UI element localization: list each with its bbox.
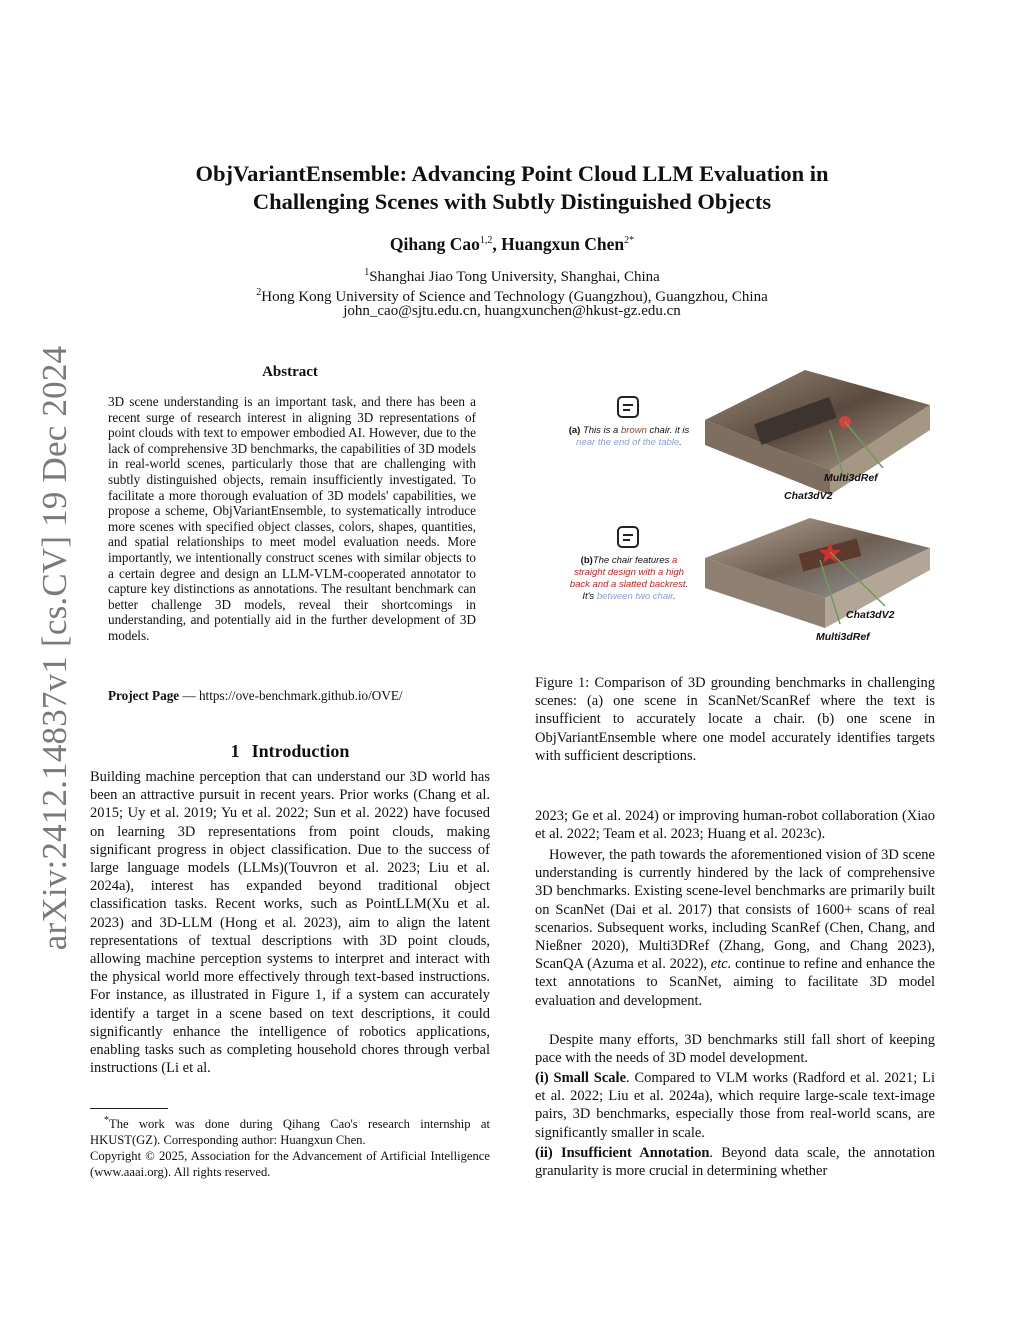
document-icon-a: [617, 396, 639, 418]
abstract-heading: Abstract: [262, 364, 318, 380]
insufficient-annotation-label: (ii) Insufficient Annotation: [535, 1145, 710, 1161]
figure-1a-text: This is a: [580, 425, 621, 436]
footnote-mark: *: [104, 1115, 109, 1126]
project-page-label: Project Page: [108, 688, 180, 703]
project-page-sep: —: [179, 688, 199, 703]
abstract-text: 3D scene understanding is an important task, and there has been a recent surge of research interest in aligning 3D representations of point clouds with text to empower embodied AI. However, due to the lack of comprehensive 3D benchmarks, the capabilities of 3D models in real-world scenes, particularly those that are challenging with subtly distinguished objects, remain insufficiently investigated. To facilitate a more thorough evaluation of 3D models' capabilities, we propose a scheme, ObjVariantEnsemble, to systematically introduce more scenes with specified object classes, colors, shapes, quantities, and spatial relationships to meet model evaluation needs. More importantly, we intentionally construct scenes with similar objects to a certain degree and design an LLM-VLM-cooperated annotator to capture key distinctions as annotations. The resultant benchmark can better challenge 3D models, reveal their shortcomings in understanding, and potentially aid in the further development of 3D models.: [108, 394, 476, 643]
affiliation-2-mark: 2: [256, 287, 262, 298]
figure-1b-tag: (b): [580, 555, 593, 566]
scene-a-point-cloud: [685, 360, 935, 500]
figure-1a-tag: (a): [568, 425, 581, 436]
paragraph-1-text: However, the path towards the aforementioned vision of 3D scene understanding is currently hindered by the lack of comprehensive 3D benchmarks. Existing scene-level benchmarks are primarily built on ScanNet (Dai et al. 2017) that consists of 1600+ scans of real scenarios. Subsequent works, including ScanRef (Chen, Chang, and Nießner 2020), Multi3DRef (Zhang, Gong, and Chang 2023), ScanQA (Azuma et al. 2022),: [535, 847, 935, 973]
figure-1b-text: . It's: [582, 579, 689, 602]
title-line-2: Challenging Scenes with Subtly Distinguished Objects: [252, 189, 772, 214]
figure-1b-shape-description: a straight design with a high back and a slatted backrest: [569, 555, 686, 590]
scene-b-point-cloud: [700, 508, 935, 633]
author-2-affil: 2*: [624, 235, 635, 247]
footnote: [90, 1113, 490, 1180]
document-icon-b: [617, 526, 639, 548]
paper-title: [130, 160, 894, 216]
footnote-1: [90, 1113, 490, 1149]
intro-paragraph-1: Building machine perception that can understand our 3D world has been an attractive pursuit in recent years. Prior works (Chang et al. 2015; Uy et al. 2019; Yu et al. 2022; Sun et al. 2022) have focused on learning 3D representations from point clouds, making significant progress in object classification. Due to the success of large language models (LLMs)(Touvron et al. 2023; Liu et al. 2024a), interest has expanded beyond traditional object classification tasks. Recent works, such as PointLLM(Xu et al. 2023) and 3D-LLM (Hong et al. 2023), aim to align the latent representations of textual descriptions with 3D point clouds, allowing machine perception systems to interpret and interact with the physical world more effectively through text-based instructions. For instance, as illustrated in Figure 1, if a system can accurately identify a target in a scene based on text descriptions, it could significantly enhance the intelligence of robotics applications, enabling tasks such as completing household chores through verbal instructions (Li et al.: [90, 769, 490, 1077]
project-page-line: [108, 688, 476, 704]
section-number: 1: [230, 741, 240, 761]
figure-1: [535, 360, 935, 660]
scene-a-model-label-1: Multi3dRef: [824, 472, 878, 484]
affiliation-1-mark: 1: [364, 267, 370, 278]
right-col-paragraph-4: [535, 1144, 935, 1180]
arxiv-side-stamp: arXiv:2412.14837v1 [cs.CV] 19 Dec 2024: [35, 345, 74, 951]
figure-1b-description: [565, 555, 693, 603]
small-scale-text: . Compared to VLM works (Radford et al. 2021; Li et al. 2022; Liu et al. 2024a), which require large-scale text-image pairs, 3D benchmarks, especially those from real-world scans, are significantly smaller in scale.: [535, 1070, 935, 1141]
section-title: Introduction: [251, 741, 350, 761]
author-1: Qihang Cao: [389, 234, 480, 254]
copyright-notice: Copyright © 2025, Association for the Advancement of Artificial Intelligence (www.aaai.org). All rights reserved.: [90, 1148, 490, 1179]
author-emails[interactable]: john_cao@sjtu.edu.cn, huangxunchen@hkust-gz.edu.cn: [343, 303, 681, 319]
footnote-1-text: The work was done during Qihang Cao's research internship at HKUST(GZ). Corresponding author: Huangxun Chen.: [90, 1117, 490, 1147]
figure-1a-location: near the end of the table: [576, 437, 680, 448]
right-col-paragraph-0: 2023; Ge et al. 2024) or improving human-robot collaboration (Xiao et al. 2022; Team et al. 2023; Huang et al. 2023c).: [535, 808, 935, 843]
author-list: [130, 234, 894, 255]
scene-a-model-label-2: Chat3dV2: [784, 490, 833, 502]
author-1-affil: 1,2: [479, 235, 493, 247]
affiliation-2-text: Hong Kong University of Science and Technology (Guangzhou), Guangzhou, China: [261, 289, 768, 305]
figure-1-caption: Figure 1: Comparison of 3D grounding benchmarks in challenging scenes: (a) one scene in ScanNet/ScanRef where the text is insufficient to accurately locate a chair. (b) one scene in ObjVariantEnsemble where one model accurately identifies targets with sufficient descriptions.: [535, 675, 935, 764]
figure-1a-text: chair. it is: [646, 425, 690, 436]
paragraph-1-end: continue to refine and enhance the text annotations to ScanNet, aiming to facilitate 3D model evaluation and development.: [535, 956, 935, 1009]
author-2: Huangxun Chen: [501, 234, 625, 254]
figure-1a-description: [565, 425, 693, 449]
right-col-paragraph-3: [535, 1069, 935, 1142]
paragraph-1-etc: etc.: [710, 956, 732, 973]
footnote-rule: [90, 1108, 168, 1109]
section-heading-introduction: [90, 741, 490, 762]
author-separator: ,: [492, 234, 502, 254]
title-line-1: ObjVariantEnsemble: Advancing Point Cloud LLM Evaluation in: [195, 161, 829, 186]
right-col-paragraph-2: Despite many efforts, 3D benchmarks still fall short of keeping pace with the needs of 3D model development.: [535, 1032, 935, 1067]
figure-1a-color-word: brown: [620, 425, 647, 436]
affiliation-1-text: Shanghai Jiao Tong University, Shanghai, China: [369, 269, 660, 285]
right-col-paragraph-1: [535, 846, 935, 1010]
project-page-link[interactable]: https://ove-benchmark.github.io/OVE/: [198, 688, 403, 703]
figure-1b-text: The chair features: [592, 555, 673, 566]
small-scale-label: (i) Small Scale: [535, 1070, 627, 1086]
figure-1b-text: .: [673, 591, 676, 602]
scene-b-model-label-1: Chat3dV2: [846, 609, 895, 621]
figure-1b-location: between two chair: [596, 591, 674, 602]
insufficient-annotation-text: . Beyond data scale, the annotation granularity is more crucial in determining whether: [535, 1145, 935, 1180]
scene-b-model-label-2: Multi3dRef: [816, 631, 870, 643]
figure-1a-text: .: [679, 437, 682, 448]
